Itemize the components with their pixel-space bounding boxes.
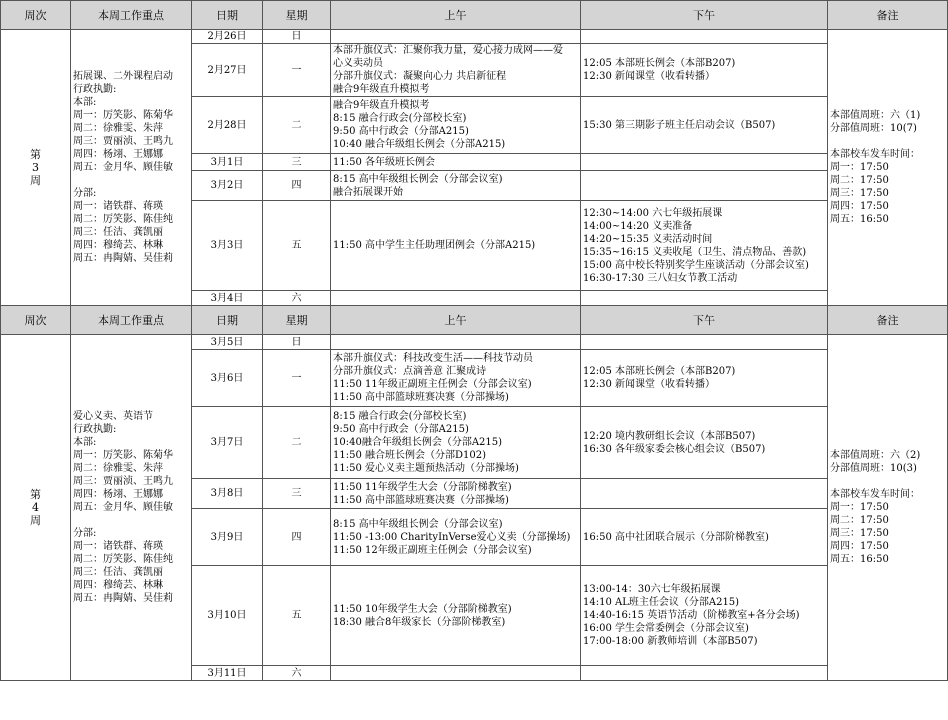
text-line: 本部值周班：六（2) [830, 450, 921, 461]
text-line: 周四：杨翊、王娜娜 [73, 489, 163, 500]
text-line: 周一：厉笑影、陈菊华 [73, 110, 173, 121]
text-line: 周三：贾丽浈、王鸣九 [73, 476, 173, 487]
pm-cell [581, 291, 828, 306]
text-line: 13:00-14：30六七年级拓展课 [583, 584, 721, 595]
am-cell [331, 291, 581, 306]
pm-cell [581, 201, 828, 291]
text-line [830, 135, 945, 148]
am-cell [331, 97, 581, 154]
text-line: 本部: [73, 97, 97, 108]
am-cell [331, 566, 581, 666]
text-line: 周三：17:50 [830, 528, 889, 539]
date-cell: 3月4日 [192, 291, 263, 306]
date-cell: 2月27日 [192, 44, 263, 97]
header-row [1, 1, 948, 30]
text-line: 周二：徐雅雯、朱萍 [73, 463, 163, 474]
am-cell [331, 154, 581, 171]
text-line: 周五：金月华、顾佳敏 [73, 162, 173, 173]
weekday-cell: 四 [263, 509, 331, 566]
schedule-body [1, 1, 948, 681]
date-cell: 3月2日 [192, 171, 263, 201]
header-week: 周次 [1, 1, 71, 30]
text-line: 分部升旗仪式：凝聚向心力 共启新征程 [333, 71, 507, 82]
text-line: 11:50 11年级正副班主任例会（分部会议室) [333, 379, 532, 390]
pm-cell [581, 509, 828, 566]
pm-cell [581, 97, 828, 154]
text-line: 融合拓展课开始 [333, 186, 403, 198]
text-line: 10:40融合年级组长例会（分部A215) [333, 437, 503, 448]
weekday-cell: 五 [263, 566, 331, 666]
text-line: 分部值周班：10(7) [830, 123, 917, 134]
text-line [830, 475, 945, 488]
am-cell [331, 171, 581, 201]
header-weekday: 星期 [263, 306, 331, 335]
weekday-cell: 五 [263, 201, 331, 291]
am-cell [331, 30, 581, 44]
text-line: 分部: [73, 188, 97, 199]
date-cell: 3月10日 [192, 566, 263, 666]
text-line: 15:35~16:15 义卖收尾（卫生、清点物品、善款) [583, 246, 807, 258]
text-line: 周五：16:50 [830, 214, 889, 225]
header-date: 日期 [192, 306, 263, 335]
date-cell: 3月7日 [192, 407, 263, 479]
text-line: 9:50 高中行政会（分部A215) [333, 424, 469, 435]
week-note [828, 30, 948, 306]
text-line: 11:50 爱心义卖主题预热活动（分部操场) [333, 463, 519, 474]
weekday-cell: 六 [263, 666, 331, 681]
text-line: 11:50 11年级学生大会（分部阶梯教室) [333, 481, 512, 493]
text-line: 11:50 融合班长例会（分部D102) [333, 450, 487, 461]
text-line: 分部值周班：10(3) [830, 463, 917, 474]
text-line: 周四：穆绮芸、林琳 [73, 580, 163, 591]
text-line: 11:50 各年级班长例会 [333, 156, 435, 168]
am-cell [331, 350, 581, 407]
header-weekday: 星期 [263, 1, 331, 30]
text-line: 12:05 本部班长例会（本部B207) [583, 366, 736, 377]
pm-cell [581, 566, 828, 666]
text-line: 15:30 第三期影子班主任启动会议（B507) [583, 119, 776, 131]
text-line: 行政执勤: [73, 424, 117, 435]
text-line: 周一：诸铁群、蒋瑛 [73, 201, 163, 212]
header-pm: 下午 [581, 306, 828, 335]
week-focus [71, 335, 192, 681]
text-line: 周五：冉陶婧、吴佳莉 [73, 253, 173, 264]
week-label [1, 335, 71, 681]
text-line: 12:30~14:00 六七年级拓展课 [583, 207, 723, 219]
text-line: 12:30 新闻课堂（收看转播） [583, 71, 715, 82]
am-cell [331, 666, 581, 681]
text-line: 15:00 高中校长特别奖学生座谈活动（分部会议室) [583, 259, 809, 271]
date-cell: 3月6日 [192, 350, 263, 407]
am-cell [331, 335, 581, 350]
date-cell: 2月26日 [192, 30, 263, 44]
text-line: 周二：17:50 [830, 515, 889, 526]
text-line: 周一：诸铁群、蒋瑛 [73, 541, 163, 552]
weekday-cell: 六 [263, 291, 331, 306]
text-line: 周一：厉笑影、陈菊华 [73, 450, 173, 461]
pm-cell [581, 479, 828, 509]
text-line: 周四：穆绮芸、林琳 [73, 240, 163, 251]
text-line: 周四：17:50 [830, 541, 889, 552]
text-line [73, 174, 189, 187]
text-line: 11:50 12年级正副班主任例会（分部会议室) [333, 544, 532, 556]
weekday-cell: 日 [263, 30, 331, 44]
text-line: 本部升旗仪式：科技改变生活——科技节动员 [333, 353, 533, 364]
text-line: 14:10 AL班主任会议（分部A215) [583, 597, 740, 608]
text-line: 周三：贾丽浈、王鸣九 [73, 136, 173, 147]
text-line: 行政执勤: [73, 84, 117, 95]
header-am: 上午 [331, 1, 581, 30]
text-line: 16:30-17:30 三八妇女节教工活动 [583, 272, 738, 284]
text-line: 12:20 境内教研组长会议（本部B507) [583, 430, 756, 442]
text-line: 本部: [73, 437, 97, 448]
text-line: 周五：16:50 [830, 554, 889, 565]
pm-cell [581, 171, 828, 201]
text-line: 周五：冉陶婧、吴佳莉 [73, 593, 173, 604]
date-cell: 3月3日 [192, 201, 263, 291]
header-row [1, 306, 948, 335]
text-line: 周四：杨翊、王娜娜 [73, 149, 163, 160]
text-line: 8:15 高中年级组长例会（分部会议室) [333, 173, 503, 185]
weekday-cell: 二 [263, 407, 331, 479]
weekday-cell: 日 [263, 335, 331, 350]
text-line: 周二：17:50 [830, 175, 889, 186]
text-line: 16:00 学生会常委例会（分部会议室) [583, 623, 749, 634]
weekday-cell: 三 [263, 154, 331, 171]
text-line: 本部升旗仪式：汇聚你我力量，爱心接力成网——爱 [333, 45, 563, 56]
day-row [1, 335, 948, 350]
weekday-cell: 二 [263, 97, 331, 154]
text-line: 11:50 高中学生主任助理团例会（分部A215) [333, 240, 536, 251]
text-line: 本部校车发车时间： [830, 149, 920, 160]
week-number: 第4周 [30, 488, 41, 527]
text-line: 周三：17:50 [830, 188, 889, 199]
am-cell [331, 44, 581, 97]
header-note: 备注 [828, 306, 948, 335]
text-line: 爱心义卖、英语节 [73, 411, 153, 422]
text-line: 14:40-16:15 英语节活动（阶梯教室+各分会场) [583, 610, 800, 621]
text-line: 周二：厉笑影、陈佳纯 [73, 554, 173, 565]
date-cell: 2月28日 [192, 97, 263, 154]
text-line: 12:30 新闻课堂（收看转播） [583, 379, 715, 390]
text-line: 周二：厉笑影、陈佳纯 [73, 214, 173, 225]
pm-cell [581, 666, 828, 681]
header-focus: 本周工作重点 [71, 306, 192, 335]
date-cell: 3月1日 [192, 154, 263, 171]
text-line: 8:15 高中年级组长例会（分部会议室) [333, 518, 503, 530]
text-line: 周五：金月华、顾佳敏 [73, 502, 173, 513]
header-pm: 下午 [581, 1, 828, 30]
text-line: 本部校车发车时间： [830, 489, 920, 500]
text-line: 融合9年级直升模拟考 [333, 84, 430, 95]
am-cell [331, 479, 581, 509]
week-focus [71, 30, 192, 306]
text-line: 8:15 融合行政会(分部校长室) [333, 411, 467, 422]
text-line: 周四：17:50 [830, 201, 889, 212]
header-note: 备注 [828, 1, 948, 30]
text-line [73, 514, 189, 527]
date-cell: 3月11日 [192, 666, 263, 681]
pm-cell [581, 407, 828, 479]
text-line: 周一：17:50 [830, 162, 889, 173]
text-line: 8:15 融合行政会(分部校长室) [333, 113, 467, 124]
text-line: 分部升旗仪式：点滴善意 汇聚成诗 [333, 366, 487, 377]
text-line: 9:50 高中行政会（分部A215) [333, 126, 469, 137]
text-line: 11:50 10年级学生大会（分部阶梯教室) [333, 603, 512, 615]
header-focus: 本周工作重点 [71, 1, 192, 30]
weekday-cell: 三 [263, 479, 331, 509]
weekday-cell: 一 [263, 44, 331, 97]
text-line: 周二：徐雅雯、朱萍 [73, 123, 163, 134]
week-note [828, 335, 948, 681]
header-am: 上午 [331, 306, 581, 335]
text-line: 10:40 融合年级组长例会（分部A215) [333, 139, 506, 150]
text-line: 11:50 -13:00 CharityInVerse爱心义卖（分部操场) [333, 531, 571, 543]
header-week: 周次 [1, 306, 71, 335]
text-line: 14:20~15:35 义卖活动时间 [583, 233, 713, 245]
am-cell [331, 201, 581, 291]
text-line: 心义卖动员 [333, 58, 383, 69]
am-cell [331, 407, 581, 479]
date-cell: 3月5日 [192, 335, 263, 350]
text-line: 14:00~14:20 义卖准备 [583, 220, 693, 232]
text-line: 周三：任洁、龚凯丽 [73, 567, 163, 578]
text-line: 周三：任洁、龚凯丽 [73, 227, 163, 238]
text-line: 11:50 高中部篮球班赛决赛（分部操场) [333, 392, 509, 403]
text-line: 本部值周班：六（1) [830, 110, 921, 121]
text-line: 17:00-18:00 新教师培训（本部B507) [583, 636, 758, 647]
text-line: 11:50 高中部篮球班赛决赛（分部操场) [333, 494, 509, 506]
pm-cell [581, 30, 828, 44]
week-label [1, 30, 71, 306]
text-line: 16:30 各年级家委会核心组会议（B507) [583, 443, 766, 455]
text-line: 18:30 融合8年级家长（分部阶梯教室) [333, 616, 506, 628]
text-line: 12:05 本部班长例会（本部B207) [583, 58, 736, 69]
text-line: 拓展课、二外课程启动 [73, 71, 173, 82]
weekday-cell: 四 [263, 171, 331, 201]
text-line: 分部: [73, 528, 97, 539]
pm-cell [581, 44, 828, 97]
pm-cell [581, 350, 828, 407]
date-cell: 3月9日 [192, 509, 263, 566]
pm-cell [581, 335, 828, 350]
text-line: 周一：17:50 [830, 502, 889, 513]
weekday-cell: 一 [263, 350, 331, 407]
week-number: 第3周 [30, 148, 41, 187]
text-line: 融合9年级直升模拟考 [333, 100, 430, 111]
pm-cell [581, 154, 828, 171]
text-line: 16:50 高中社团联合展示（分部阶梯教室) [583, 531, 769, 543]
day-row [1, 30, 948, 44]
header-date: 日期 [192, 1, 263, 30]
am-cell [331, 509, 581, 566]
date-cell: 3月8日 [192, 479, 263, 509]
